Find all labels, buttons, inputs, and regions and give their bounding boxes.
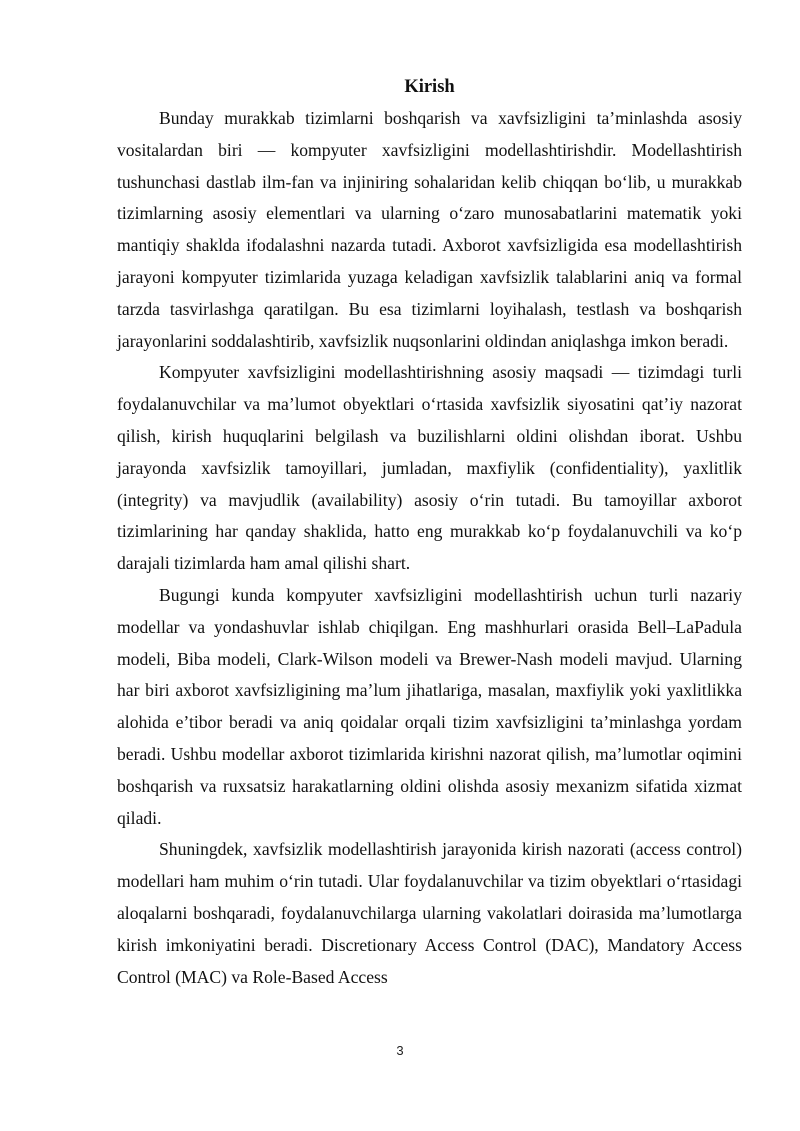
section-title: Kirish: [404, 77, 455, 97]
page-number: 3: [396, 1043, 404, 1058]
paragraph-2: Kompyuter xavfsizligini modellashtirishning asosiy maqsadi — tizimdagi turli foydalanuvchilar va ma’lumot obyektlari o‘rtasida xavfsizlik siyosatini qat’iy nazorat qilish, kirish huquqlarini belgilash va buzilishlarni oldini olishdan iborat. Ushbu jarayonda xavfsizlik tamoyillari, jumladan, maxfiylik (confidentiality), yaxlitlik (integrity) va mavjudlik (availability) asosiy o‘rin tutadi. Bu tamoyillar axborot tizimlarining har qanday shaklida, hatto eng murakkab ko‘p foydalanuvchili va ko‘p darajali tizimlarda ham amal qilishi shart.: [117, 362, 742, 574]
paragraph-3: Bugungi kunda kompyuter xavfsizligini modellashtirish uchun turli nazariy modellar va yondashuvlar ishlab chiqilgan. Eng mashhurlari orasida Bell–LaPadula modeli, Biba modeli, Clark-Wilson modeli va Brewer-Nash modeli mavjud. Ularning har biri axborot xavfsizligining ma’lum jihatlariga, masalan, maxfiylik yoki yaxlitlikka alohida e’tibor beradi va aniq qoidalar orqali tizim xavfsizligini ta’minlashga yordam beradi. Ushbu modellar axborot tizimlarida kirishni nazorat qilish, ma’lumotlar oqimini boshqarish va ruxsatsiz harakatlarning oldini olishda asosiy mexanizm sifatida xizmat qiladi.: [117, 584, 742, 828]
paragraph-1: Bunday murakkab tizimlarni boshqarish va xavfsizligini ta’minlashda asosiy vositalardan biri — kompyuter xavfsizligini modellashtirishdir. Modellashtirish tushunchasi dastlab ilm-fan va injiniring sohalaridan kelib chiqqan bo‘lib, u murakkab tizimlarning asosiy elementlari va ularning o‘zaro munosabatlarini matematik yoki mantiqiy shaklda ifodalashni nazarda tutadi. Axborot xavfsizligida esa modellashtirish jarayoni kompyuter tizimlarida yuzaga keladigan xavfsizlik talablarini aniq va formal tarzda tasvirlashga qaratilgan. Bu esa tizimlarni loyihalash, testlash va boshqarish jarayonlarini soddalashtirib, xavfsizlik nuqsonlarini oldindan aniqlashga imkon beradi.: [117, 108, 742, 351]
paragraph-4: Shuningdek, xavfsizlik modellashtirish jarayonida kirish nazorati (access control) modellari ham muhim o‘rin tutadi. Ular foydalanuvchilar va tizim obyektlari o‘rtasidagi aloqalarni boshqaradi, foydalanuvchilarga ularning vakolatlari doirasida ma’lumotlarga kirish imkoniyatini beradi. Discretionary Access Control (DAC), Mandatory Access Control (MAC) va Role-Based Access: [117, 839, 742, 987]
page-content: [117, 73, 742, 993]
